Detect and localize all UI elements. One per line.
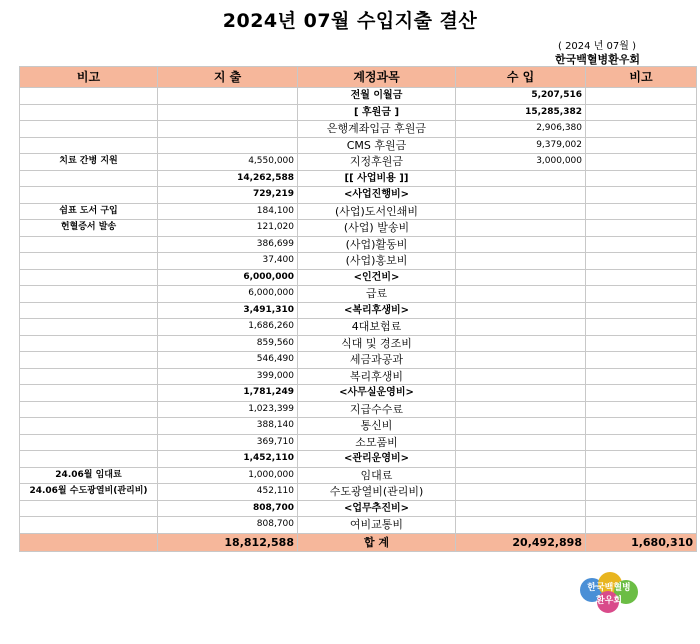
row-expense: 6,000,000 [158, 269, 298, 286]
col-header-income: 수 입 [456, 67, 586, 88]
row-income [456, 170, 586, 187]
col-header-note: 비고 [20, 67, 158, 88]
row-note [20, 451, 158, 468]
row-expense: 14,262,588 [158, 170, 298, 187]
table-row [20, 368, 697, 385]
row-expense: 386,699 [158, 236, 298, 253]
row-account: 4대보험료 [298, 319, 456, 336]
row-note [20, 500, 158, 517]
row-note: 24.06월 임대료 [20, 467, 158, 484]
logo-text-line2: 환우회 [595, 596, 623, 606]
row-account: (사업)도서인쇄비 [298, 203, 456, 220]
table-row [20, 137, 697, 154]
row-note2 [586, 154, 697, 171]
row-income: 3,000,000 [456, 154, 586, 171]
row-note [20, 385, 158, 402]
row-note2 [586, 434, 697, 451]
row-note2 [586, 88, 697, 105]
row-note2 [586, 484, 697, 501]
row-note: 헌혈증서 발송 [20, 220, 158, 237]
row-account: 여비교통비 [298, 517, 456, 534]
row-account: <업무추진비> [298, 500, 456, 517]
ledger-table [19, 66, 697, 552]
row-expense: 1,781,249 [158, 385, 298, 402]
row-account: 전월 이월금 [298, 88, 456, 105]
row-note2 [586, 286, 697, 303]
table-row [20, 385, 697, 402]
row-note [20, 352, 158, 369]
row-note2 [586, 137, 697, 154]
row-note2 [586, 467, 697, 484]
row-income [456, 187, 586, 204]
row-income [456, 253, 586, 270]
table-row [20, 302, 697, 319]
table-row [20, 154, 697, 171]
row-note2 [586, 385, 697, 402]
row-account: <관리운영비> [298, 451, 456, 468]
row-note2 [586, 236, 697, 253]
row-expense [158, 137, 298, 154]
row-account: 통신비 [298, 418, 456, 435]
table-row [20, 253, 697, 270]
table-row [20, 451, 697, 468]
row-account: <사업진행비> [298, 187, 456, 204]
row-note2 [586, 187, 697, 204]
row-account: 급료 [298, 286, 456, 303]
row-note2 [586, 269, 697, 286]
row-account: (사업)활동비 [298, 236, 456, 253]
row-note2 [586, 253, 697, 270]
table-row [20, 500, 697, 517]
row-income [456, 434, 586, 451]
row-expense: 859,560 [158, 335, 298, 352]
row-expense: 4,550,000 [158, 154, 298, 171]
page-title: 2024년 07월 수입지출 결산 [222, 10, 478, 32]
row-account: 복리후생비 [298, 368, 456, 385]
row-expense: 6,000,000 [158, 286, 298, 303]
row-account: [[ 사업비용 ]] [298, 170, 456, 187]
row-note2 [586, 500, 697, 517]
row-income: 9,379,002 [456, 137, 586, 154]
row-income [456, 467, 586, 484]
row-expense: 388,140 [158, 418, 298, 435]
row-expense: 1,452,110 [158, 451, 298, 468]
row-income [456, 302, 586, 319]
organization-name: 한국백혈병환우회 [554, 53, 640, 66]
table-row [20, 88, 697, 105]
row-income [456, 451, 586, 468]
row-note [20, 302, 158, 319]
row-note [20, 121, 158, 138]
row-account: (사업) 발송비 [298, 220, 456, 237]
table-row [20, 467, 697, 484]
row-income: 15,285,382 [456, 104, 586, 121]
row-income [456, 286, 586, 303]
row-expense: 808,700 [158, 517, 298, 534]
organization-logo [578, 570, 640, 614]
row-note2 [586, 517, 697, 534]
row-note [20, 401, 158, 418]
row-account: 지정후원금 [298, 154, 456, 171]
table-row [20, 335, 697, 352]
col-header-note2: 비고 [586, 67, 697, 88]
row-expense: 1,686,260 [158, 319, 298, 336]
table-row [20, 170, 697, 187]
row-note [20, 517, 158, 534]
row-expense [158, 104, 298, 121]
row-income [456, 484, 586, 501]
row-income [456, 500, 586, 517]
row-expense: 452,110 [158, 484, 298, 501]
row-expense: 729,219 [158, 187, 298, 204]
table-row [20, 121, 697, 138]
row-note [20, 269, 158, 286]
row-note2 [586, 121, 697, 138]
row-note [20, 236, 158, 253]
row-income [456, 220, 586, 237]
table-row [20, 203, 697, 220]
row-note2 [586, 302, 697, 319]
row-income [456, 319, 586, 336]
row-note2 [586, 220, 697, 237]
row-income [456, 236, 586, 253]
table-row [20, 286, 697, 303]
row-note2 [586, 451, 697, 468]
row-expense: 121,020 [158, 220, 298, 237]
total-row [20, 533, 697, 551]
row-expense: 1,023,399 [158, 401, 298, 418]
row-income: 2,906,380 [456, 121, 586, 138]
row-note [20, 418, 158, 435]
row-account: 임대료 [298, 467, 456, 484]
table-row [20, 104, 697, 121]
total-note [20, 533, 158, 551]
row-income [456, 335, 586, 352]
row-note: 24.06월 수도광열비(관리비) [20, 484, 158, 501]
row-note [20, 368, 158, 385]
row-note [20, 170, 158, 187]
row-note [20, 434, 158, 451]
table-row [20, 187, 697, 204]
row-note [20, 335, 158, 352]
table-row [20, 434, 697, 451]
row-income [456, 203, 586, 220]
row-note [20, 88, 158, 105]
total-label: 합 계 [298, 533, 456, 551]
total-balance: 1,680,310 [586, 533, 697, 551]
row-account: 수도광열비(관리비) [298, 484, 456, 501]
row-expense: 399,000 [158, 368, 298, 385]
table-row [20, 401, 697, 418]
row-income [456, 401, 586, 418]
row-account: (사업)홍보비 [298, 253, 456, 270]
total-expense: 18,812,588 [158, 533, 298, 551]
table-row [20, 484, 697, 501]
row-note2 [586, 170, 697, 187]
row-expense [158, 121, 298, 138]
table-row [20, 236, 697, 253]
col-header-expense: 지 출 [158, 67, 298, 88]
row-note [20, 286, 158, 303]
row-note2 [586, 401, 697, 418]
row-account: 식대 및 경조비 [298, 335, 456, 352]
logo-text-line1: 한국백혈병 [587, 583, 631, 593]
row-account: CMS 후원금 [298, 137, 456, 154]
row-expense: 1,000,000 [158, 467, 298, 484]
row-note2 [586, 104, 697, 121]
header-row [20, 67, 697, 88]
row-note2 [586, 352, 697, 369]
row-note [20, 319, 158, 336]
row-account: <사무실운영비> [298, 385, 456, 402]
row-expense: 546,490 [158, 352, 298, 369]
row-income [456, 418, 586, 435]
table-row [20, 352, 697, 369]
row-account: <인건비> [298, 269, 456, 286]
report-period: ( 2024 년 07월 ) [557, 41, 636, 52]
row-expense [158, 88, 298, 105]
row-note [20, 187, 158, 204]
row-note2 [586, 335, 697, 352]
row-expense: 3,491,310 [158, 302, 298, 319]
row-income [456, 517, 586, 534]
row-note: 쉼표 도서 구입 [20, 203, 158, 220]
row-note2 [586, 203, 697, 220]
row-expense: 808,700 [158, 500, 298, 517]
row-expense: 37,400 [158, 253, 298, 270]
row-note2 [586, 319, 697, 336]
table-row [20, 269, 697, 286]
row-account: <복리후생비> [298, 302, 456, 319]
table-row [20, 319, 697, 336]
table-row [20, 220, 697, 237]
table-row [20, 418, 697, 435]
row-note2 [586, 418, 697, 435]
row-account: 세금과공과 [298, 352, 456, 369]
row-note [20, 137, 158, 154]
row-income [456, 385, 586, 402]
row-note: 치료 간병 지원 [20, 154, 158, 171]
row-account: 소모품비 [298, 434, 456, 451]
row-income [456, 269, 586, 286]
total-income: 20,492,898 [456, 533, 586, 551]
row-income: 5,207,516 [456, 88, 586, 105]
row-account: [ 후원금 ] [298, 104, 456, 121]
row-note2 [586, 368, 697, 385]
row-note [20, 253, 158, 270]
row-account: 은행계좌입금 후원금 [298, 121, 456, 138]
table-row [20, 517, 697, 534]
row-account: 지급수수료 [298, 401, 456, 418]
row-income [456, 368, 586, 385]
col-header-account: 계정과목 [298, 67, 456, 88]
row-expense: 369,710 [158, 434, 298, 451]
row-income [456, 352, 586, 369]
row-note [20, 104, 158, 121]
row-expense: 184,100 [158, 203, 298, 220]
